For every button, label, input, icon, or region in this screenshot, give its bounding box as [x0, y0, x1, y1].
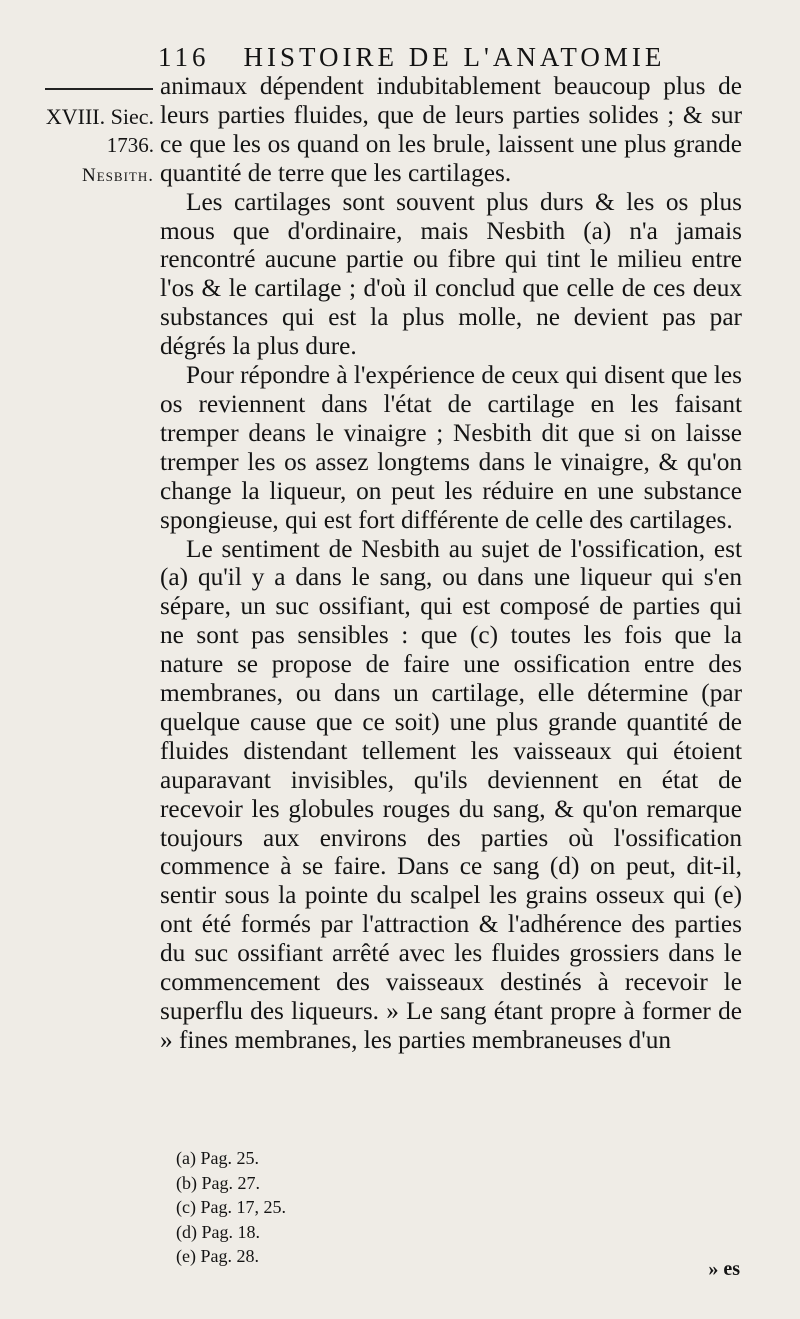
- margin-rule: [45, 88, 153, 90]
- paragraph-continuation: animaux dépendent indubitablement beaucoup plus de leurs parties fluides, que de leurs parties solides ; & sur ce que les os quand on les brule, laissent une plus grande quantité de terre que les cartilages.: [160, 72, 742, 187]
- footnote-b: (b) Pag. 27.: [176, 1172, 260, 1193]
- page-number: 116: [158, 42, 210, 72]
- margin-note-century: XVIII. Siec.: [45, 104, 154, 129]
- footnote-a: (a) Pag. 25.: [176, 1148, 259, 1168]
- paragraph: Les cartilages sont souvent plus durs & les os plus mous que d'ordinaire, mais Nesbith (a) n'a jamais rencontré aucune partie ou fibre qui tint le milieu entre l'os & le cartilage ; d'où il conclud que celle de ces deux substances qui est la plus molle, ne devient pas par dégrés la plus dure.: [160, 187, 742, 361]
- running-title: HISTOIRE DE L'ANATOMIE: [243, 42, 666, 72]
- footnote-e: (e) Pag. 28.: [176, 1246, 259, 1266]
- footnote-c: (c) Pag. 17, 25.: [176, 1197, 286, 1217]
- paragraph: Le sentiment de Nesbith au sujet de l'ossification, est (a) qu'il y a dans le sang, ou dans une liqueur qui s'en sépare, un suc ossifiant, qui est composé de parties qui ne sont pas sensibles : que (c) toutes les fois que la nature se propose de faire une ossification entre des membranes, ou dans un cartilage, elle détermine (par quelque cause que ce soit) une plus grande quantité de fluides distendant tellement les vaisseaux qui étoient auparavant invisibles, qu'ils deviennent en état de recevoir les globules rouges du sang, & qu'on remarque toujours aux environs des parties où l'ossification commence à se faire. Dans ce sang (d) on peut, dit-il, sentir sous la pointe du scalpel les grains osseux qui (e) ont été formés par l'attraction & l'adhérence des parties du suc ossifiant arrêté avec les fluides grossiers dans le commencement des vaisseaux destinés à recevoir le superflu des liqueurs. » Le sang étant propre à former de » fines membranes, les parties membraneuses d'un: [160, 534, 742, 1054]
- catchword: » es: [708, 1258, 740, 1280]
- body-text: [160, 72, 742, 1055]
- paragraph: Pour répondre à l'expérience de ceux qui disent que les os reviennent dans l'état de cartilage en les faisant tremper deans le vinaigre ; Nesbith dit que si on laisse tremper les os assez longtems dans le vinaigre, & qu'on change la liqueur, on peut les réduire en une substance spongieuse, qui est fort différente de celle des cartilages.: [160, 361, 742, 534]
- margin-note-year: 1736.: [106, 133, 154, 157]
- footnote-d: (d) Pag. 18.: [176, 1221, 260, 1242]
- margin-note-author: Nesbith.: [82, 165, 154, 186]
- footnotes: [176, 1146, 436, 1269]
